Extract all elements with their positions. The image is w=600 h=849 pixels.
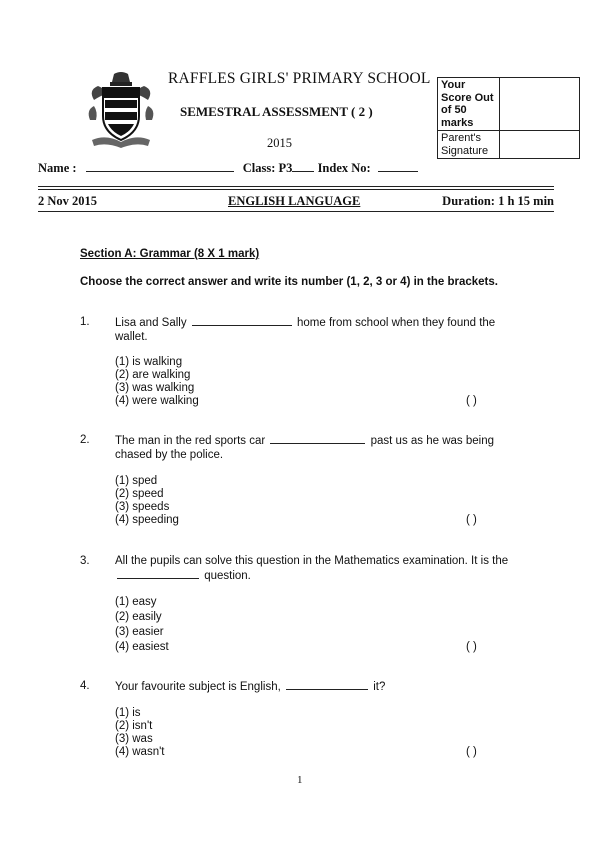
option-2: (2) isn't xyxy=(115,720,153,732)
answer-bracket[interactable]: ( ) xyxy=(466,514,477,526)
question-text-after: it? xyxy=(373,681,386,693)
option-4: (4) were walking xyxy=(115,395,199,407)
score-label: Your Score Out of 50 marks xyxy=(438,78,500,131)
exam-duration: Duration: 1 h 15 min xyxy=(442,194,554,208)
option-2: (2) speed xyxy=(115,488,164,500)
answer-blank xyxy=(286,680,368,690)
option-1: (1) is xyxy=(115,707,141,719)
name-label: Name : xyxy=(38,161,77,175)
question-text-before: All the pupils can solve this question in the Mathematics examination. It is the xyxy=(115,555,509,567)
option-3: (3) was xyxy=(115,733,153,745)
question-number: 2. xyxy=(80,434,90,446)
answer-blank xyxy=(192,316,292,326)
school-crest-logo xyxy=(86,70,156,150)
class-field[interactable] xyxy=(292,171,314,172)
meta-rule xyxy=(38,211,554,212)
assessment-year: 2015 xyxy=(267,136,292,150)
class-label: Class: P3 xyxy=(242,161,293,175)
answer-bracket[interactable]: ( ) xyxy=(466,395,477,407)
question-text-after: question. xyxy=(204,569,251,582)
question-number: 4. xyxy=(80,680,90,692)
score-table xyxy=(437,77,580,159)
assessment-title: SEMESTRAL ASSESSMENT ( 2 ) xyxy=(180,104,373,119)
index-label: Index No: xyxy=(317,161,371,175)
score-field[interactable] xyxy=(500,78,580,131)
option-1: (1) sped xyxy=(115,475,158,487)
question-text-before: The man in the red sports car xyxy=(115,435,266,447)
answer-bracket[interactable]: ( ) xyxy=(466,641,477,653)
question-text xyxy=(115,555,525,583)
question-number: 3. xyxy=(80,555,90,567)
option-1: (1) easy xyxy=(115,596,157,608)
question-text-before: Lisa and Sally xyxy=(115,317,187,329)
option-1: (1) is walking xyxy=(115,356,183,368)
exam-subject: ENGLISH LANGUAGE xyxy=(228,194,361,208)
option-4: (4) wasn't xyxy=(115,746,165,758)
question-number: 1. xyxy=(80,316,90,328)
section-title: Section A: Grammar (8 X 1 mark) xyxy=(80,248,260,260)
option-list xyxy=(115,356,315,408)
question-text xyxy=(115,316,525,344)
answer-bracket[interactable]: ( ) xyxy=(466,746,477,758)
question-text-before: Your favourite subject is English, xyxy=(115,681,281,693)
option-list xyxy=(115,475,315,527)
page-number: 1 xyxy=(297,774,303,786)
option-2: (2) easily xyxy=(115,611,162,623)
student-info-row xyxy=(38,161,418,176)
signature-field[interactable] xyxy=(500,131,580,159)
header-rule-bottom xyxy=(38,189,554,190)
answer-blank xyxy=(117,569,199,579)
exam-date: 2 Nov 2015 xyxy=(38,194,98,208)
header-rule-top xyxy=(38,186,554,187)
school-name: RAFFLES GIRLS' PRIMARY SCHOOL xyxy=(168,70,431,87)
section-instruction: Choose the correct answer and write its number (1, 2, 3 or 4) in the brackets. xyxy=(80,276,498,288)
index-field[interactable] xyxy=(378,171,418,172)
answer-blank xyxy=(270,434,365,444)
option-list xyxy=(115,707,315,759)
question-text xyxy=(115,680,525,695)
option-4: (4) easiest xyxy=(115,641,169,653)
name-field[interactable] xyxy=(86,171,234,172)
question-text-after: past us as he was being chased by the police. xyxy=(115,435,495,461)
signature-label: Parent's Signature xyxy=(438,131,500,159)
option-3: (3) easier xyxy=(115,626,164,638)
option-4: (4) speeding xyxy=(115,514,179,526)
option-list xyxy=(115,596,315,654)
question-text xyxy=(115,434,525,462)
option-3: (3) was walking xyxy=(115,382,195,394)
option-2: (2) are walking xyxy=(115,369,191,381)
question-text-after: home from school when they found the wallet. xyxy=(115,317,496,343)
option-3: (3) speeds xyxy=(115,501,170,513)
